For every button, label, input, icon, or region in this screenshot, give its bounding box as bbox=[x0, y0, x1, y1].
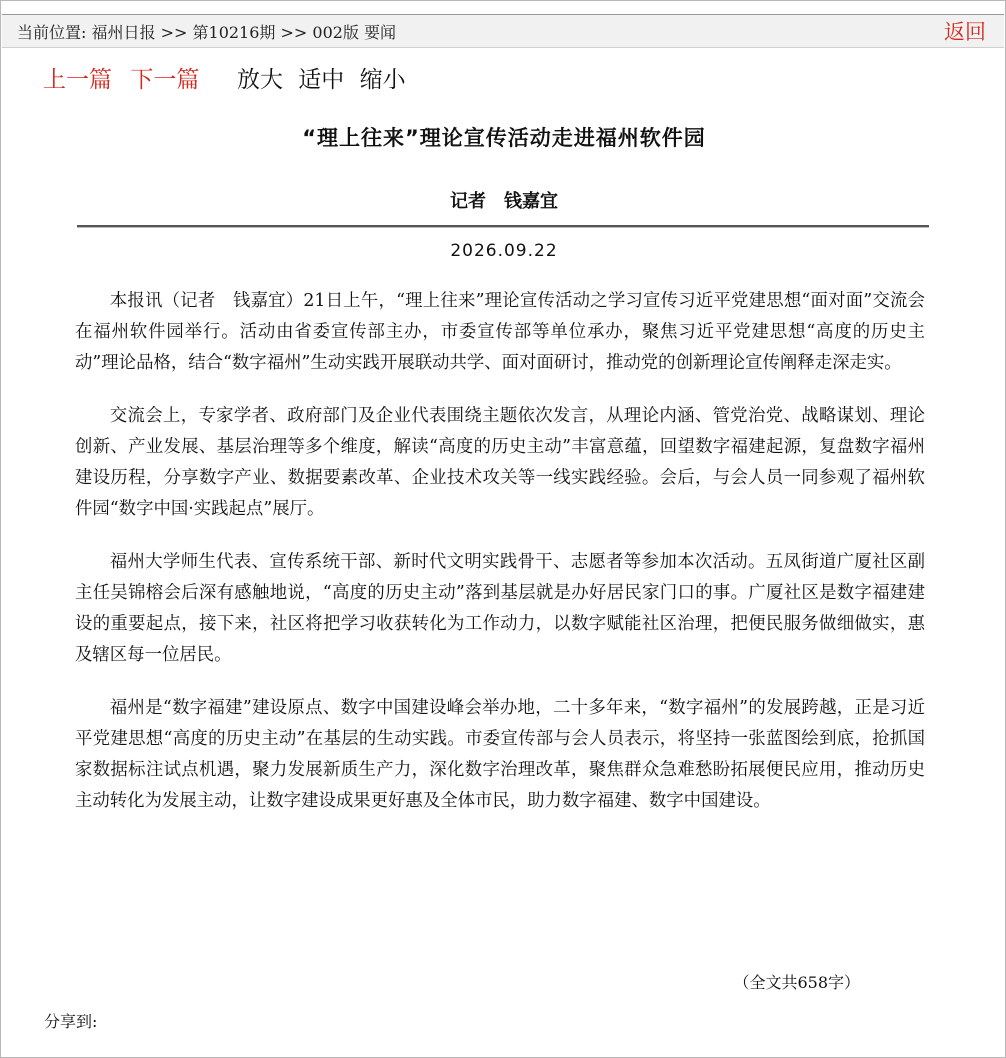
zoom-fit-link[interactable]: 适中 bbox=[298, 67, 345, 93]
zoom-in-link[interactable]: 放大 bbox=[236, 67, 283, 93]
article-date: 2026.09.22 bbox=[450, 241, 558, 261]
breadcrumb-page-link[interactable]: >> 002版 要闻 bbox=[280, 23, 397, 42]
title-divider bbox=[77, 225, 929, 228]
breadcrumb-issue-link[interactable]: >> 第10216期 bbox=[160, 23, 276, 42]
article-body bbox=[75, 286, 925, 839]
prev-article-link[interactable]: 上一篇 bbox=[43, 67, 112, 93]
article-paragraph: 本报讯（记者 钱嘉宜）21日上午，“理上往来”理论宣传活动之学习宣传习近平党建思想“面对面”交流会在福州软件园举行。活动由省委宣传部主办，市委宣传部等单位承办，聚焦习近平党建思想“高度的历史主动”理论品格，结合“数字福州”生动实践开展联动共学、面对面研讨，推动党的创新理论宣传阐释走深走实。 bbox=[75, 291, 925, 373]
article-paragraph: 福州是“数字福建”建设原点、数字中国建设峰会举办地，二十多年来，“数字福州”的发展跨越，正是习近平党建思想“高度的历史主动”在基层的生动实践。市委宣传部与会人员表示，将坚持一张蓝图绘到底，抢抓国家数据标注试点机遇，聚力发展新质生产力，深化数字治理改革，聚焦群众急难愁盼拓展便民应用，推动历史主动转化为发展主动，让数字建设成果更好惠及全体市民，助力数字福建、数字中国建设。 bbox=[75, 698, 925, 811]
location-bar bbox=[2, 14, 1004, 48]
next-article-link[interactable]: 下一篇 bbox=[130, 67, 200, 93]
article-toolbar bbox=[43, 65, 414, 95]
breadcrumb-paper-link[interactable]: 福州日报 bbox=[91, 23, 156, 42]
article-paragraph: 福州大学师生代表、宣传系统干部、新时代文明实践骨干、志愿者等参加本次活动。五凤街道广厦社区副主任吴锦榕会后深有感触地说，“高度的历史主动”落到基层就是办好居民家门口的事。广厦社区是数字福建建设的重要起点，接下来，社区将把学习收获转化为工作动力，以数字赋能社区治理，把便民服务做细做实，惠及辖区每一位居民。 bbox=[75, 552, 925, 665]
back-link[interactable]: 返回 bbox=[944, 20, 986, 44]
article-author: 记者 钱嘉宜 bbox=[450, 191, 558, 212]
share-label: 分享到: bbox=[44, 1012, 98, 1031]
article-title: “理上往来”理论宣传活动走进福州软件园 bbox=[302, 126, 706, 150]
article-paragraph: 交流会上，专家学者、政府部门及企业代表围绕主题依次发言，从理论内涵、管党治党、战略谋划、理论创新、产业发展、基层治理等多个维度，解读“高度的历史主动”丰富意蕴，回望数字福建起源，复盘数字福州建设历程，分享数字产业、数据要素改革、企业技术攻关等一线实践经验。会后，与会人员一同参观了福州软件园“数字中国·实践起点”展厅。 bbox=[75, 406, 925, 519]
word-count: （全文共658字） bbox=[733, 973, 860, 992]
location-label: 当前位置: bbox=[17, 23, 87, 42]
breadcrumb bbox=[17, 23, 396, 43]
zoom-out-link[interactable]: 缩小 bbox=[359, 67, 406, 93]
